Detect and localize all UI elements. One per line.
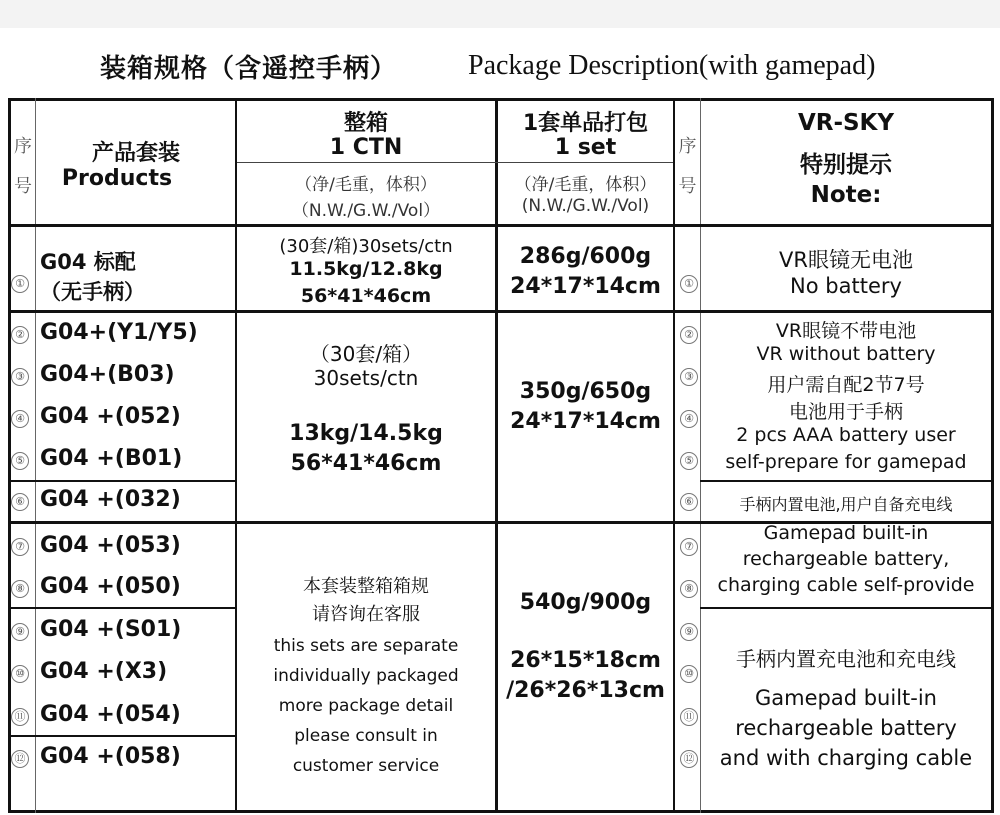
product-name: G04 +(032) xyxy=(40,487,181,512)
g2-note-line: 2 pcs AAA battery user xyxy=(736,424,956,446)
g3-note-en: rechargeable battery xyxy=(735,716,957,740)
note-row-number: ③ xyxy=(680,368,698,386)
g3-ctn-line: 请咨询在客服 xyxy=(312,604,420,625)
row-number: ⑥ xyxy=(11,493,29,511)
g2-ctn-qty-cn: （30套/箱） xyxy=(309,342,423,366)
note-row5-bottom-line xyxy=(700,480,992,482)
g3-ctn-line: more package detail xyxy=(278,696,454,716)
product-name: G04 +(053) xyxy=(40,533,181,558)
g2-note-line: 手柄内置电池,用户自备充电线 xyxy=(739,495,953,514)
product-name: G04 +(052) xyxy=(40,404,181,429)
note-row8-bottom-line xyxy=(700,607,992,609)
g2-set-weight: 350g/650g xyxy=(519,379,652,404)
g2-set-volume: 24*17*14cm xyxy=(510,409,661,434)
product-name: G04 +(050) xyxy=(40,574,181,599)
g3-set-volume-alt: /26*26*13cm xyxy=(506,678,665,703)
g1-set-volume: 24*17*14cm xyxy=(510,274,661,299)
product-subname: （无手柄） xyxy=(40,280,145,304)
g3-ctn-line: individually packaged xyxy=(273,666,459,686)
g2-ctn-weight: 13kg/14.5kg xyxy=(289,421,443,446)
product-name: G04+(B03) xyxy=(40,362,175,387)
row-number: ① xyxy=(11,275,29,293)
set-header-en: 1 set xyxy=(554,135,617,160)
g2-note-line: 用户需自配2节7号 xyxy=(767,374,925,396)
g1-note-en: No battery xyxy=(790,274,902,298)
seq-divider xyxy=(35,98,36,813)
ctn-weight-cn: （净/毛重，体积） xyxy=(295,175,437,195)
g2-ctn-qty-en: 30sets/ctn xyxy=(313,366,419,390)
g1-ctn-volume: 56*41*46cm xyxy=(300,285,432,307)
note-row-number: ⑤ xyxy=(680,452,698,470)
g3-ctn-line: this sets are separate xyxy=(273,636,459,656)
g2-note-line: VR without battery xyxy=(756,343,936,365)
row-number: ④ xyxy=(11,410,29,428)
group1-bottom-line xyxy=(8,310,992,313)
g3-set-weight: 540g/900g xyxy=(519,590,652,615)
note-row-number: ⑥ xyxy=(680,493,698,511)
product-name: G04 +(S01) xyxy=(40,617,182,642)
product-name: G04 +(054) xyxy=(40,702,181,727)
note-seq-header-a: 序 xyxy=(678,136,697,157)
row-number: ⑨ xyxy=(11,623,29,641)
g2-note-line: charging cable self-provide xyxy=(717,574,975,596)
ctn-weight-en: （N.W./G.W./Vol） xyxy=(291,201,441,221)
set-weight-cn: （净/毛重，体积） xyxy=(514,175,657,195)
product-name: G04 +(058) xyxy=(40,744,181,769)
products-header-en: Products xyxy=(61,166,173,191)
row-number: ⑪ xyxy=(11,708,29,726)
row5-bottom-line xyxy=(8,480,236,482)
row-number: ③ xyxy=(11,368,29,386)
g1-set-weight: 286g/600g xyxy=(519,244,652,269)
row-number: ② xyxy=(11,326,29,344)
g3-note-en: and with charging cable xyxy=(719,746,973,770)
g3-set-volume: 26*15*18cm xyxy=(510,648,661,673)
product-name: G04 +(X3) xyxy=(40,659,168,684)
g3-note-en: Gamepad built-in xyxy=(755,686,937,710)
g1-note-cn: VR眼镜无电池 xyxy=(779,248,913,272)
row-number: ⑦ xyxy=(11,538,29,556)
g3-ctn-line: please consult in xyxy=(294,726,438,746)
g3-ctn-line: customer service xyxy=(292,756,440,776)
note-header-cn: 特别提示 xyxy=(800,152,892,178)
g2-ctn-volume: 56*41*46cm xyxy=(290,451,442,476)
set-divider xyxy=(673,98,675,813)
product-name: G04+(Y1/Y5) xyxy=(40,320,198,345)
title-en: Package Description(with gamepad) xyxy=(468,50,876,81)
note-row-number: ⑪ xyxy=(680,708,698,726)
table-left-border xyxy=(8,98,11,813)
note-row-number: ② xyxy=(680,326,698,344)
set-weight-en: (N.W./G.W./Vol) xyxy=(521,196,650,216)
header-subdivider xyxy=(237,162,673,163)
g1-ctn-weight: 11.5kg/12.8kg xyxy=(289,258,443,280)
product-name: G04 +(B01) xyxy=(40,446,183,471)
note-row-number: ⑫ xyxy=(680,750,698,768)
note-row-number: ① xyxy=(680,275,698,293)
seq-header-a: 序 xyxy=(14,136,32,157)
ctn-header-cn: 整箱 xyxy=(343,111,388,136)
row-number: ⑤ xyxy=(11,452,29,470)
note-row-number: ⑧ xyxy=(680,580,698,598)
note-header-en: Note: xyxy=(810,182,882,208)
g2-note-line: rechargeable battery, xyxy=(742,548,950,570)
seq-header-b: 号 xyxy=(14,176,32,197)
note-row-number: ⑩ xyxy=(680,665,698,683)
ctn-header-en: 1 CTN xyxy=(329,135,403,160)
row-number: ⑧ xyxy=(11,580,29,598)
set-header-cn: 1套单品打包 xyxy=(522,111,649,136)
row8-bottom-line xyxy=(8,607,236,609)
g3-note-cn: 手柄内置充电池和充电线 xyxy=(736,647,956,671)
g1-ctn-qty: (30套/箱)30sets/ctn xyxy=(279,236,453,257)
note-row-number: ⑦ xyxy=(680,538,698,556)
products-header-cn: 产品套装 xyxy=(91,141,180,166)
product-name: G04 标配 xyxy=(40,250,136,274)
note-row-number: ⑨ xyxy=(680,623,698,641)
table-bottom-border xyxy=(8,810,992,813)
row-number: ⑩ xyxy=(11,665,29,683)
g2-note-line: 电池用于手柄 xyxy=(788,401,903,423)
g2-note-line: self-prepare for gamepad xyxy=(725,451,967,473)
note-row-number: ④ xyxy=(680,410,698,428)
g3-ctn-line: 本套装整箱箱规 xyxy=(303,576,429,597)
row11-bottom-line xyxy=(8,735,236,737)
title-cn: 装箱规格（含遥控手柄） xyxy=(100,54,398,84)
note-brand: VR-SKY xyxy=(797,110,895,136)
g2-note-line: VR眼镜不带电池 xyxy=(775,320,917,342)
table-right-border xyxy=(991,98,994,813)
note-seq-header-b: 号 xyxy=(678,176,697,197)
g2-note-line: Gamepad built-in xyxy=(763,522,929,544)
row-number: ⑫ xyxy=(11,750,29,768)
table-top-border xyxy=(8,98,992,101)
header-bottom-line xyxy=(8,224,992,227)
